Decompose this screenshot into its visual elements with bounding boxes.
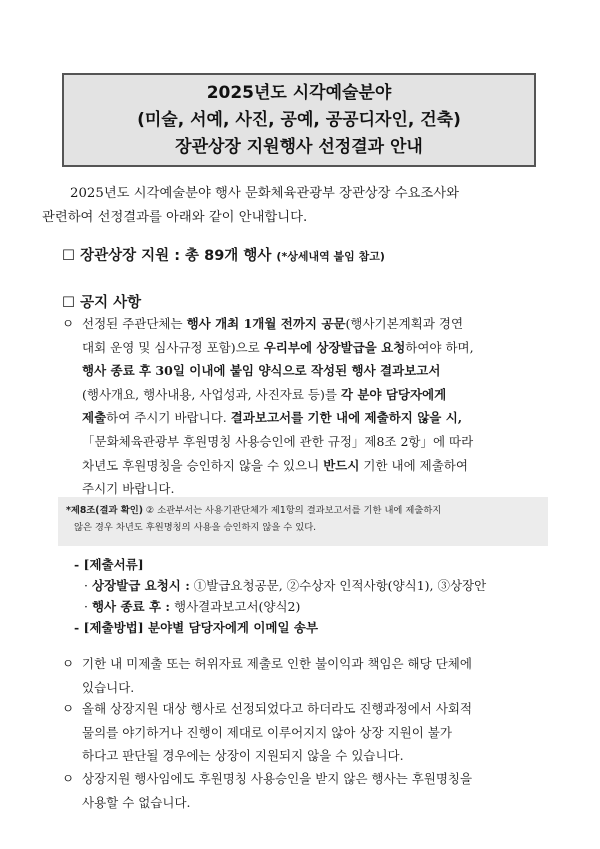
dot-icon: · [84, 599, 88, 614]
bullet-icon: ㅇ [62, 771, 75, 786]
notice-item-1: ㅇ 선정된 주관단체는 행사 개최 1개월 전까지 공문(행사기본계획과 경연 대회 운영 및 심사규정 포함)으로 우리부에 상장발급을 요청하여야 하며, 행사 종료 후 30일 이내에 붙임 양식으로 작성된 행사 결과보고서 (행사개요, 행사내용, 사업성과, 사진자료 등)를 각 분야 담당자에게 제출하여 주시기 바랍니다. 결과보고서를 기한 내에 제출하지 않을 시, 「문화체육관광부 후원명칭 사용승인에 관한 규정」제8조 2항」에 따라 차년도 후원명칭을 승인하지 않을 수 있으니 반드시 기한 내에 제출하여 주시기 바랍니다. [62, 312, 550, 501]
dot-icon: · [84, 578, 88, 593]
section-heading-notice [62, 291, 141, 312]
notice-item-3: ㅇ 올해 상장지원 대상 행사로 선정되었다고 하더라도 진행과정에서 사회적 물의를 야기하거나 진행이 제대로 이루어지지 않아 상장 지원이 불가 하다고 판단될 경우에는 상장이 지원되지 않을 수 있습니다. [62, 697, 550, 768]
regulation-prefix: *제8조(결과 확인) [66, 505, 143, 516]
title-line-3: 장관상장 지원행사 선정결과 안내 [175, 137, 423, 157]
docs-label: - [제출서류] [74, 557, 144, 572]
regulation-line-1: ② 소관부서는 사용기관단체가 제1항의 결과보고서를 기한 내에 제출하지 [142, 505, 442, 516]
bullet-icon: ㅇ [62, 316, 75, 331]
section-heading-award-support [62, 244, 385, 265]
title-line-2: (미술, 서예, 사진, 공예, 공공디자인, 건축) [137, 110, 461, 130]
notice-item-2: ㅇ 기한 내 미제출 또는 허위자료 제출로 인한 불이익과 책임은 해당 단체에 있습니다. [62, 652, 550, 699]
regulation-note-box [58, 497, 548, 546]
title-box [62, 73, 536, 167]
checkbox-icon: ☐ [62, 248, 75, 264]
bullet-icon: ㅇ [62, 656, 75, 671]
checkbox-icon: ☐ [62, 295, 75, 311]
regulation-line-2: 않은 경우 차년도 후원명칭의 사용을 승인하지 않을 수 있다. [74, 522, 317, 533]
submission-docs: - [제출서류] · 상장발급 요청시 : ①발급요청공문, ②수상자 인적사항(양식1), ③상장안 · 행사 종료 후 : 행사결과보고서(양식2) - [제출방법] 분야별 담당자에게 이메일 송부 [74, 557, 487, 635]
notice-item-4: ㅇ 상장지원 행사임에도 후원명칭 사용승인을 받지 않은 행사는 후원명칭을 사용할 수 없습니다. [62, 767, 550, 814]
section-note: (*상세내역 붙임 참고) [276, 250, 385, 263]
submission-method: - [제출방법] 분야별 담당자에게 이메일 송부 [74, 620, 319, 635]
intro-line-2: 관련하여 선정결과를 아래와 같이 안내합니다. [42, 210, 308, 225]
title-line-1: 2025년도 시각예술분야 [206, 83, 392, 103]
intro-paragraph [42, 182, 550, 230]
intro-line-1: 2025년도 시각예술분야 행사 문화체육관광부 장관상장 수요조사와 [70, 186, 459, 201]
section-title: 장관상장 지원 : 총 89개 행사 [80, 248, 272, 264]
bullet-icon: ㅇ [62, 701, 75, 716]
section-title: 공지 사항 [80, 295, 142, 311]
